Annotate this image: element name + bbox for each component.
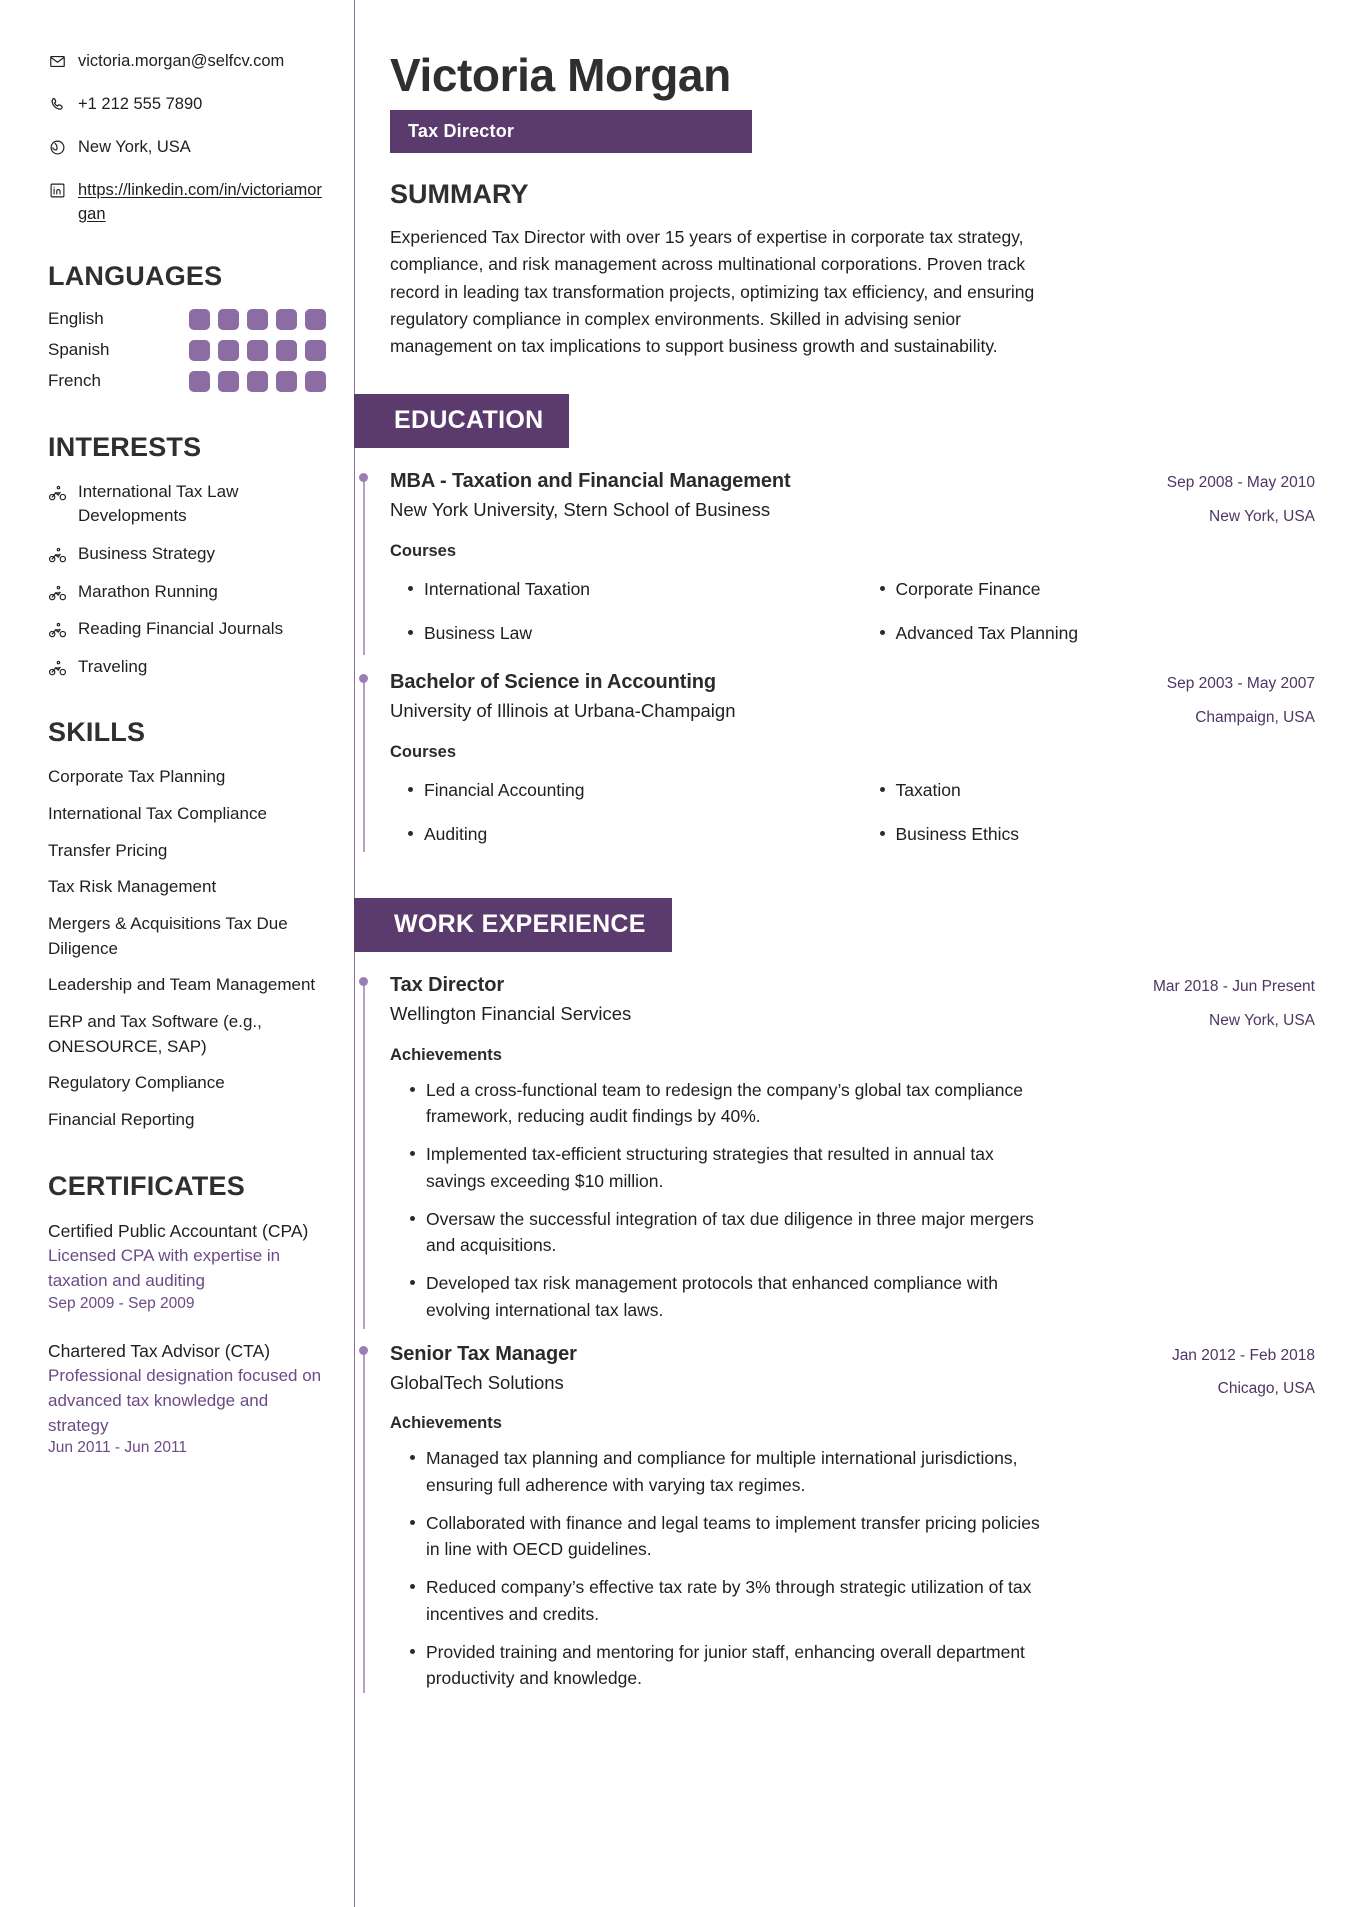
contact-row [48,50,326,74]
language-level-dot [218,309,239,330]
certificate-date: Sep 2009 - Sep 2009 [48,1294,195,1312]
bicycle-icon [48,546,68,566]
interests-section [48,432,326,680]
language-level-dot [305,309,326,330]
work-entry-meta [1135,1344,1315,1401]
certificate-name: Certified Public Accountant (CPA) [48,1220,309,1241]
language-level-dot [189,309,210,330]
interest-label: Marathon Running [78,581,218,601]
interest-label: Business Strategy [78,543,216,563]
bullet-dot [410,1087,415,1092]
achievement-item [390,1135,1050,1200]
skills-heading: SKILLS [48,717,146,748]
interest-label: International Tax Law Developments [78,481,239,526]
bullet-dot [410,1151,415,1156]
skill-item: Leadership and Team Management [48,975,316,995]
education-date: Sep 2003 - May 2007 [1166,675,1315,693]
globe-icon [48,138,67,157]
bullet-dot [410,1216,415,1221]
achievement-item-text: Provided training and mentoring for junior staff, enhancing overall department productivity and knowledge. [426,1641,1025,1689]
skill-item: Mergers & Acquisitions Tax Due Diligence [48,914,288,958]
course-item-text: Advanced Tax Planning [895,623,1079,644]
contact-row [48,93,326,117]
achievement-item-text: Led a cross-functional team to redesign the company’s global tax compliance framework, reducing audit findings by 40%. [426,1079,1023,1127]
achievement-item-text: Collaborated with finance and legal teams to implement transfer pricing policies in line with OECD guidelines. [426,1512,1040,1560]
school-name: University of Illinois at Urbana-Champaign [390,700,736,722]
achievement-item [390,1200,1050,1265]
work-experience-heading: WORK EXPERIENCE [354,898,672,952]
interests-list [48,480,326,680]
course-item-text: Financial Accounting [424,779,585,800]
language-level [189,309,326,330]
contact-text[interactable]: https://linkedin.com/in/victoriamorgan [78,180,322,223]
interests-heading: INTERESTS [48,431,202,462]
language-level-dot [305,340,326,361]
languages-heading: LANGUAGES [48,260,223,291]
courses-grid [390,567,1315,656]
interest-label: Traveling [78,656,148,676]
language-level-dot [247,309,268,330]
bullet-dot [880,630,885,635]
work-entry-meta [1135,975,1315,1032]
certificate-name: Chartered Tax Advisor (CTA) [48,1340,271,1361]
summary-heading: SUMMARY [390,179,529,209]
skills-section [48,717,326,1132]
certificate-item [48,1219,326,1313]
work-entry [355,972,1315,1329]
certificates-heading: CERTIFICATES [48,1170,245,1201]
course-item [862,611,1316,655]
language-level-dot [218,340,239,361]
course-item [390,611,844,655]
school-name: New York University, Stern School of Business [390,499,771,521]
candidate-name: Victoria Morgan [390,49,731,101]
work-entry-header [390,972,1315,1032]
language-level-dot [189,371,210,392]
summary-text: Experienced Tax Director with over 15 years of expertise in corporate tax strategy, compliance, and risk management across multinational corporations. Proven track record in leading tax transformation projects, optimizing tax efficiency, and ensuring regulatory compliance in complex environments. Skilled in advising senior management on tax implications to support business growth and sustainability. [390,227,1035,357]
bicycle-icon [48,584,68,604]
interest-label: Reading Financial Journals [78,619,284,639]
courses-grid [390,768,1315,857]
achievements-label: Achievements [390,1045,502,1064]
language-level-dot [247,340,268,361]
skills-list [48,765,326,1132]
interest-row [48,580,326,605]
achievement-item [390,1071,1050,1136]
contact-text: New York, USA [78,137,191,156]
work-date: Jan 2012 - Feb 2018 [1171,1346,1315,1364]
education-date: Sep 2008 - May 2010 [1166,474,1315,492]
envelope-icon [48,52,67,71]
languages-list [48,309,326,392]
skill-item: International Tax Compliance [48,804,267,824]
course-item [390,768,844,812]
skill-item: ERP and Tax Software (e.g., ONESOURCE, SAP) [48,1011,262,1056]
achievement-item-text: Implemented tax-efficient structuring strategies that resulted in annual tax savings exceeding $10 million. [426,1144,994,1191]
bullet-dot [880,787,885,792]
bullet-dot [410,1649,415,1654]
achievement-item [390,1633,1050,1698]
main-content [355,0,1350,1749]
certificate-description: Professional designation focused on advanced tax knowledge and strategy [48,1366,322,1435]
education-entry-main [390,468,1115,524]
work-location: Chicago, USA [1217,1380,1315,1398]
certificate-item [48,1339,326,1458]
spacer [355,870,1315,898]
courses-label: Courses [390,742,457,761]
bicycle-icon [48,484,68,504]
achievement-item [390,1264,1050,1329]
language-name: English [48,309,104,329]
education-list [355,468,1315,856]
language-level-dot [247,371,268,392]
bullet-dot [410,1520,415,1525]
contact-list [48,50,326,227]
interest-row [48,480,326,529]
work-entry-main [390,972,1115,1028]
skill-item: Corporate Tax Planning [48,767,226,787]
education-entry-header [390,468,1315,528]
phone-icon [48,95,67,114]
education-entry [355,468,1315,655]
bullet-dot [410,1280,415,1285]
bicycle-icon [48,621,68,641]
contact-text: victoria.morgan@selfcv.com [78,52,285,70]
achievement-item [390,1568,1050,1633]
company-name: Wellington Financial Services [390,1003,632,1025]
education-entry-header [390,669,1315,729]
certificates-list [48,1219,326,1458]
interest-row [48,542,326,567]
course-item-text: Corporate Finance [895,578,1041,599]
bullet-dot [880,831,885,836]
bullet-dot [880,586,885,591]
achievement-item [390,1504,1050,1569]
course-item-text: Business Ethics [895,824,1020,845]
sidebar [0,0,355,1907]
contact-row [48,136,326,160]
achievement-item-text: Oversaw the successful integration of tax due diligence in three major mergers and acquisitions. [426,1208,1034,1256]
bullet-dot [410,1455,415,1460]
achievement-item-text: Managed tax planning and compliance for multiple international jurisdictions, ensuring full adherence with varying tax regimes. [426,1448,1018,1495]
education-location: Champaign, USA [1195,708,1315,726]
course-item [390,812,844,856]
course-item [862,567,1316,611]
degree-title: Bachelor of Science in Accounting [390,671,717,694]
bullet-dot [410,1584,415,1589]
course-item [862,812,1316,856]
job-title-badge: Tax Director [390,110,752,153]
certificates-section [48,1171,326,1458]
language-level-dot [305,371,326,392]
language-row [48,309,326,330]
achievement-item-text: Reduced company’s effective tax rate by 3% through strategic utilization of tax incentives and credits. [426,1577,1032,1624]
achievements-list [390,1071,1315,1329]
languages-section [48,261,326,392]
education-location: New York, USA [1209,507,1315,525]
language-level [189,340,326,361]
job-position: Senior Tax Manager [390,1342,577,1365]
skill-item: Regulatory Compliance [48,1073,225,1093]
language-level-dot [218,371,239,392]
degree-title: MBA - Taxation and Financial Management [390,470,791,493]
course-item-text: Auditing [424,824,488,845]
education-entry-meta [1135,471,1315,528]
courses-label: Courses [390,541,457,560]
education-heading: EDUCATION [354,394,569,448]
company-name: GlobalTech Solutions [390,1371,564,1393]
bullet-dot [408,787,413,792]
interest-row [48,617,326,642]
skill-item: Financial Reporting [48,1109,195,1129]
work-entry-header [390,1341,1315,1401]
skill-item: Tax Risk Management [48,877,217,897]
achievements-label: Achievements [390,1414,502,1433]
job-position: Tax Director [390,974,505,997]
language-level-dot [276,309,297,330]
language-level-dot [276,340,297,361]
language-name: Spanish [48,340,110,360]
achievements-list [390,1439,1315,1697]
skill-item: Transfer Pricing [48,840,168,860]
work-location: New York, USA [1209,1011,1315,1029]
achievement-item [390,1439,1050,1504]
work-entry-main [390,1341,1115,1397]
language-level [189,371,326,392]
contact-text: +1 212 555 7890 [78,94,203,113]
language-name: French [48,371,101,391]
language-level-dot [189,340,210,361]
interest-row [48,655,326,680]
certificate-date: Jun 2011 - Jun 2011 [48,1439,188,1457]
course-item-text: Business Law [424,623,532,644]
language-row [48,340,326,361]
certificate-description: Licensed CPA with expertise in taxation and auditing [48,1246,281,1290]
course-item-text: Taxation [895,779,961,800]
education-entry [355,669,1315,856]
linkedin-icon [48,181,67,200]
course-item-text: International Taxation [424,578,591,599]
course-item [390,567,844,611]
language-row [48,371,326,392]
achievement-item-text: Developed tax risk management protocols that enhanced compliance with evolving international tax laws. [426,1273,998,1320]
bullet-dot [408,586,413,591]
work-date: Mar 2018 - Jun Present [1153,978,1315,996]
course-item [862,768,1316,812]
contact-row[interactable] [48,179,326,227]
bullet-dot [408,831,413,836]
education-entry-main [390,669,1115,725]
language-level-dot [276,371,297,392]
bullet-dot [408,630,413,635]
work-list [355,972,1315,1697]
education-entry-meta [1135,672,1315,729]
work-entry [355,1341,1315,1698]
bicycle-icon [48,659,68,679]
